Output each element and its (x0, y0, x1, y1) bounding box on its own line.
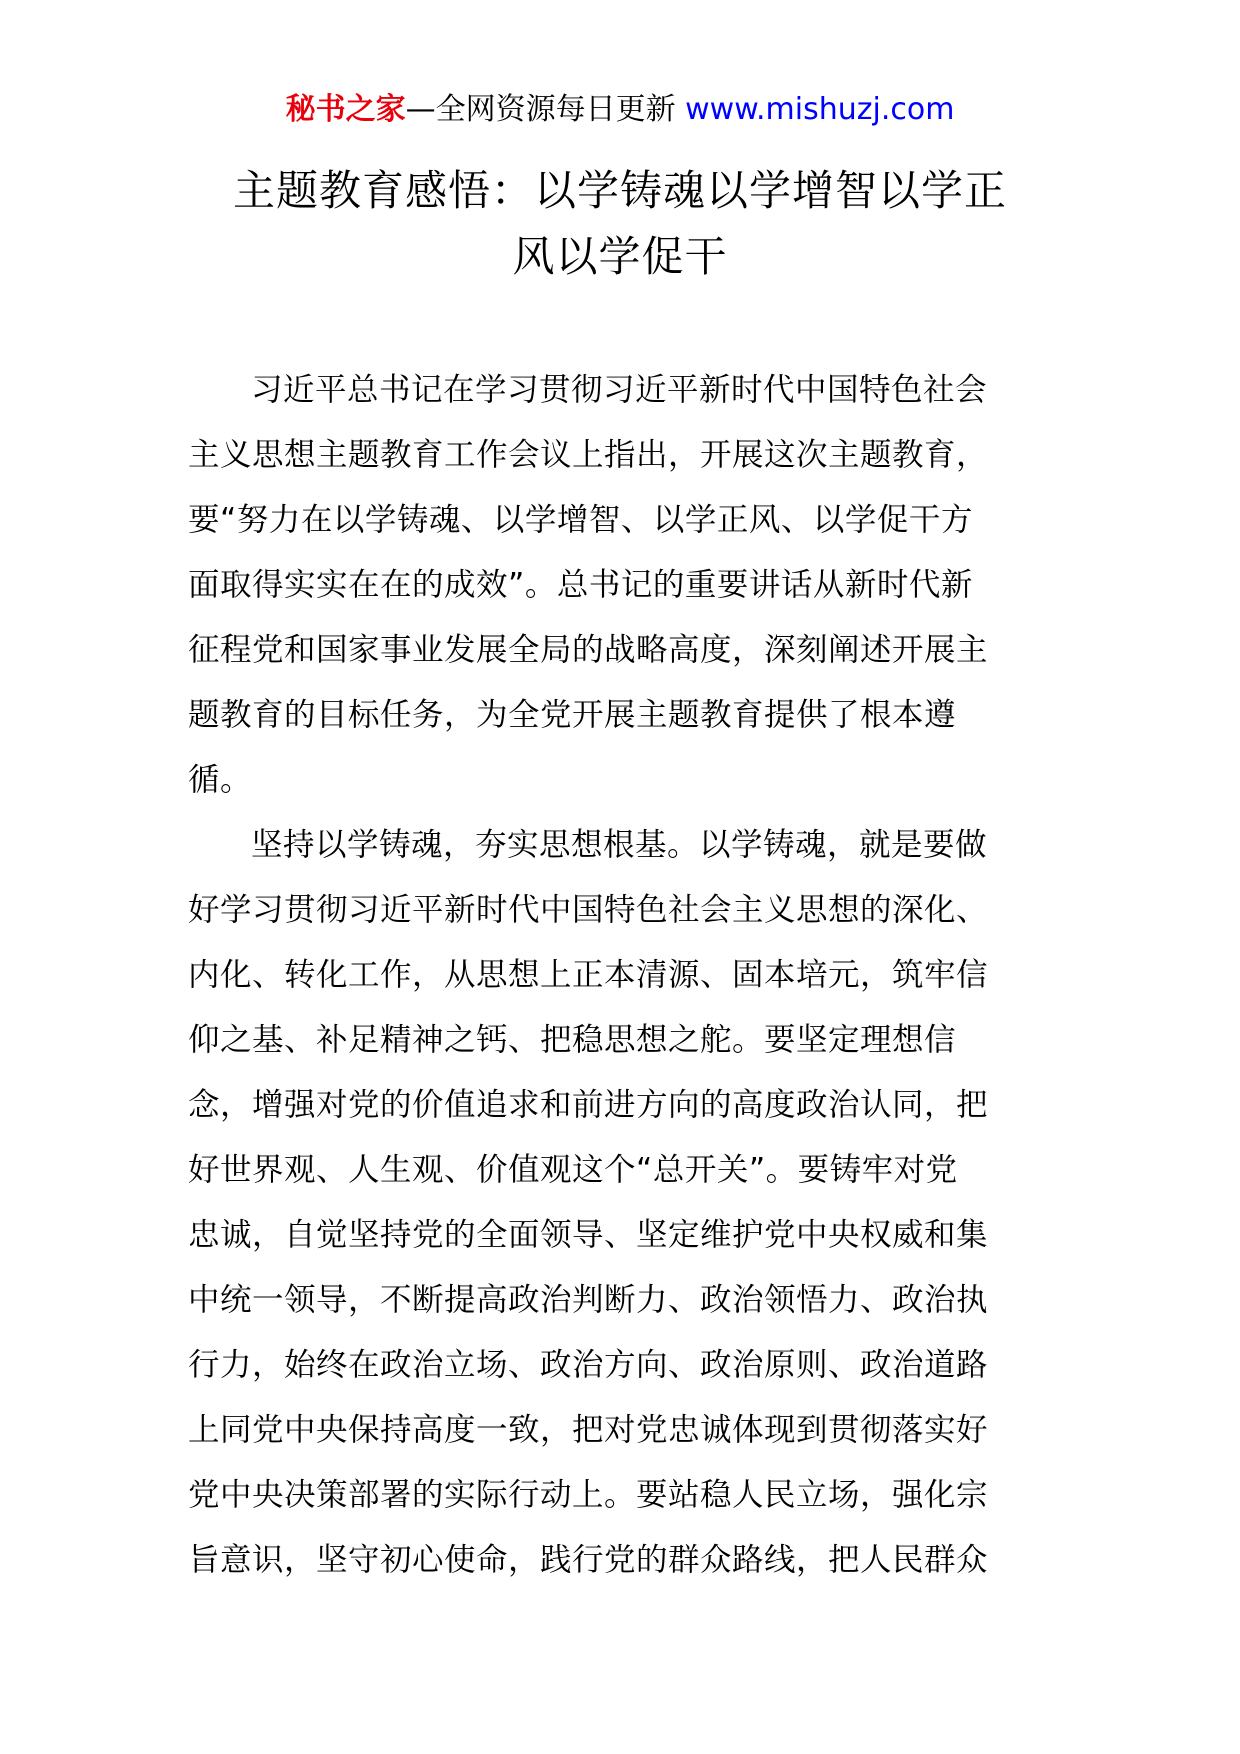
text-line: 好学习贯彻习近平新时代中国特色社会主义思想的深化、 (188, 892, 989, 928)
text-line: 循。 (188, 762, 253, 798)
text-line: 好世界观、人生观、价值观这个“总开关”。要铸牢对党 (188, 1152, 958, 1188)
text-line: 念，增强对党的价值追求和前进方向的高度政治认同，把 (188, 1087, 989, 1123)
text-line: 面取得实实在在的成效”。总书记的重要讲话从新时代新 (188, 567, 973, 603)
document-body (188, 358, 1056, 1593)
text-line: 习近平总书记在学习贯彻习近平新时代中国特色社会 (251, 372, 988, 408)
site-url-link[interactable]: www.mishuzj.com (685, 92, 955, 127)
text-line: 坚持以学铸魂，夯实思想根基。以学铸魂，就是要做 (251, 827, 988, 863)
brand-name: 秘书之家 (285, 92, 406, 127)
text-line: 主义思想主题教育工作会议上指出，开展这次主题教育， (188, 437, 989, 473)
text-line: 上同党中央保持高度一致，把对党忠诚体现到贯彻落实好 (188, 1412, 989, 1448)
paragraph-intro (188, 358, 1056, 813)
text-line: 内化、转化工作，从思想上正本清源、固本培元，筑牢信 (188, 957, 989, 993)
title-line: 风以学促干 (512, 232, 728, 281)
text-line: 仰之基、补足精神之钙、把稳思想之舵。要坚定理想信 (188, 1022, 957, 1058)
text-line: 要“努力在以学铸魂、以学增智、以学正风、以学促干方 (188, 502, 973, 538)
header-slogan: —全网资源每日更新 (405, 92, 676, 127)
text-line: 题教育的目标任务，为全党开展主题教育提供了根本遵 (188, 697, 957, 733)
paragraph-soul (188, 813, 1056, 1593)
text-line: 行力，始终在政治立场、政治方向、政治原则、政治道路 (188, 1347, 989, 1383)
title-line: 主题教育感悟：以学铸魂以学增智以学正 (232, 166, 1007, 215)
text-line: 中统一领导，不断提高政治判断力、政治领悟力、政治执 (188, 1282, 989, 1318)
text-line: 党中央决策部署的实际行动上。要站稳人民立场，强化宗 (188, 1477, 989, 1513)
text-line: 征程党和国家事业发展全局的战略高度，深刻阐述开展主 (188, 632, 989, 668)
text-line: 旨意识，坚守初心使命，践行党的群众路线，把人民群众 (188, 1542, 989, 1578)
text-line: 忠诚，自觉坚持党的全面领导、坚定维护党中央权威和集 (188, 1217, 989, 1253)
page-header (0, 90, 1240, 130)
document-title (180, 158, 1060, 290)
